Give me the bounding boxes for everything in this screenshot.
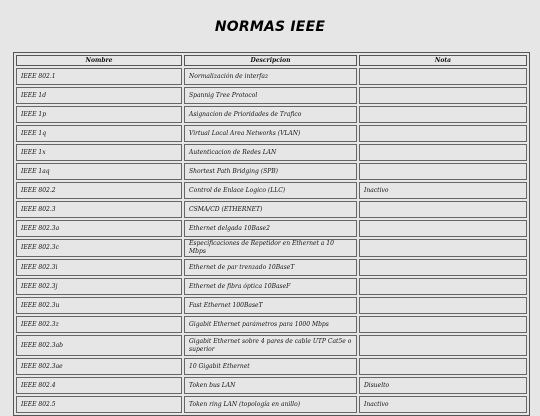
cell-note: Inactivo (359, 396, 527, 413)
cell-description: Ethernet de fibra óptica 10BaseF (184, 278, 357, 295)
cell-note (359, 106, 527, 123)
table-row (16, 68, 527, 85)
cell-note: Inactivo (359, 182, 527, 199)
table-row (16, 335, 527, 356)
cell-note (359, 259, 527, 276)
cell-note (359, 239, 527, 257)
table-row (16, 220, 527, 237)
cell-description: Virtual Local Area Networks (VLAN) (184, 125, 357, 142)
cell-description: Control de Enlace Logico (LLC) (184, 182, 357, 199)
table-row (16, 297, 527, 314)
cell-description: Spannig Tree Protocol (184, 87, 357, 104)
cell-description: Fast Ethernet 100BaseT (184, 297, 357, 314)
cell-name: IEEE 802.5 (16, 396, 182, 413)
cell-name: IEEE 802.3 (16, 201, 182, 218)
cell-note (359, 201, 527, 218)
cell-description: Especificaciones de Repetidor en Ethernet a 10 Mbps (184, 239, 357, 257)
cell-description: Ethernet de par trenzado 10BaseT (184, 259, 357, 276)
header-note: Nota (359, 55, 527, 66)
cell-note (359, 125, 527, 142)
table-row (16, 144, 527, 161)
page-title: NORMAS IEEE (214, 19, 326, 35)
cell-description: CSMA/CD (ETHERNET) (184, 201, 357, 218)
header-name: Nombre (16, 55, 182, 66)
cell-name: IEEE 1aq (16, 163, 182, 180)
cell-description: Asignacion de Prioridades de Trafico (184, 106, 357, 123)
cell-note (359, 278, 527, 295)
cell-name: IEEE 802.4 (16, 377, 182, 394)
cell-name: IEEE 1d (16, 87, 182, 104)
cell-name: IEEE 1p (16, 106, 182, 123)
cell-description: Autenticacion de Redes LAN (184, 144, 357, 161)
table-row (16, 106, 527, 123)
table-row (16, 239, 527, 257)
cell-name: IEEE 1q (16, 125, 182, 142)
cell-name: IEEE 802.2 (16, 182, 182, 199)
table-row (16, 182, 527, 199)
cell-description: Gigabit Ethernet parámetros para 1000 Mbps (184, 316, 357, 333)
cell-note (359, 163, 527, 180)
cell-note: Disuelto (359, 377, 527, 394)
table-row (16, 259, 527, 276)
cell-name: IEEE 802.3a (16, 220, 182, 237)
ieee-norms-table (13, 52, 530, 416)
table-row (16, 125, 527, 142)
cell-description: Normalización de interfaz (184, 68, 357, 85)
cell-note (359, 68, 527, 85)
table-row (16, 358, 527, 375)
cell-description: Token bus LAN (184, 377, 357, 394)
cell-description: Ethernet delgada 10Base2 (184, 220, 357, 237)
cell-note (359, 316, 527, 333)
cell-description: 10 Gigabit Ethernet (184, 358, 357, 375)
cell-name: IEEE 802.3c (16, 239, 182, 257)
cell-name: IEEE 802.3u (16, 297, 182, 314)
cell-note (359, 358, 527, 375)
cell-note (359, 297, 527, 314)
cell-name: IEEE 802.3ab (16, 335, 182, 356)
table-row (16, 377, 527, 394)
table-row (16, 316, 527, 333)
table-row (16, 278, 527, 295)
header-description: Descripcion (184, 55, 357, 66)
cell-name: IEEE 802.3z (16, 316, 182, 333)
cell-name: IEEE 802.3i (16, 259, 182, 276)
table-header-row (16, 55, 527, 66)
cell-name: IEEE 802.3j (16, 278, 182, 295)
table-row (16, 201, 527, 218)
cell-note (359, 220, 527, 237)
cell-name: IEEE 802.1 (16, 68, 182, 85)
cell-description: Gigabit Ethernet sobre 4 pares de cable UTP Cat5e o superior (184, 335, 357, 356)
cell-note (359, 144, 527, 161)
cell-name: IEEE 1x (16, 144, 182, 161)
table-row (16, 163, 527, 180)
cell-note (359, 87, 527, 104)
cell-description: Token ring LAN (topología en anillo) (184, 396, 357, 413)
cell-description: Shortest Path Bridging (SPB) (184, 163, 357, 180)
cell-name: IEEE 802.3ae (16, 358, 182, 375)
table-row (16, 87, 527, 104)
cell-note (359, 335, 527, 356)
